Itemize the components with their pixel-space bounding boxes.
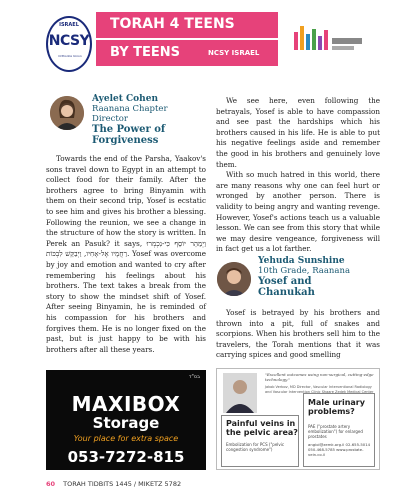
author-avatar-yehuda — [217, 262, 251, 296]
ad-doctor-name: Jakob Verbov, MD Director, Vascular Interventional Radiology and Vascular Intervention Clinic Shaare Zedek Medical Center — [265, 385, 374, 394]
page-title-line2: BY TEENS — [110, 45, 181, 60]
article1-continuation — [216, 96, 380, 255]
ncsy-logo-top: ISRAEL — [59, 22, 79, 28]
author-block-1 — [92, 94, 204, 146]
ncsy-logo-word: NCSY — [48, 33, 90, 49]
ad-brand: MAXIBOX — [71, 392, 181, 416]
author-name: Ayelet Cohen — [92, 94, 158, 104]
article1-paragraph: Towards the end of the Parsha, Yaakov's sons travel down to Egypt in an attempt to collect food for their family. After the brothers agree to bring Binyamin with them on their second trip, Yosef is ecstatic to see him and gives his brother a blessing. Following the reunion, we see a change in the structure of how the story is written. In Perek an Pasuk? it says, וַיְמַהֵר יוֹסֵף כִּי-נִכְמְרוּ רַחֲמָיו אֶל-אָחִיו, וַיְבַקֵּשׁ לִבְכּוֹת. Yosef was overcome by joy and emotion and wanted to cry after remembering his feelings about his brothers. The text takes a break from the story to show the mindset shift of Yosef. After seeing Binyamin, he is reminded of his compassion for his brothers and forgives them. He is no longer fixed on the past, but is just happy to be with his brothers after all these years. — [46, 154, 207, 354]
page-header — [0, 0, 408, 88]
ad-quote: "Excellent outcomes using non-surgical, cutting-edge technology." — [265, 372, 374, 382]
ad-urinary-heading: Male urinary problems? — [308, 398, 365, 416]
medical-ad[interactable] — [216, 368, 380, 470]
article-title: Yosef and Chanukah — [258, 276, 315, 298]
article2-column — [216, 308, 380, 361]
article-title: The Power of Forgiveness — [92, 124, 166, 146]
page-title: TORAH 4 TEENS — [110, 16, 235, 32]
ad-slogan: Your place for extra space — [73, 434, 179, 443]
maxibox-ad[interactable] — [46, 370, 206, 470]
ad-phone: 053-7272-815 — [67, 448, 185, 466]
ad-urinary-sub: PAE ("prostate artery embolization") for enlarged prostates — [308, 424, 363, 439]
article1-cont-paragraph: We see here, even following the betrayals, Yosef is able to have compassion and see past the hardships which his brothers caused in his life. He is able to put his negative feelings aside and remember the good in his brothers and genuinely love them. — [216, 96, 380, 169]
page-number: 60 — [46, 480, 56, 488]
ad-contact: angiol@zemk.org.il 02-655-5014 050-468-5785 www.prostate-vein.co.il — [308, 442, 371, 457]
ad-urinary-box — [303, 393, 375, 467]
title-band-top — [96, 12, 278, 38]
ncsy-logo-sub: Orthodox Union — [58, 54, 82, 58]
ad-bsd-mark: בס"ד — [188, 374, 200, 380]
ad-pelvic-heading: Painful veins in the pelvic area? — [226, 419, 298, 437]
ncsy-logo — [46, 16, 92, 72]
author-role: 10th Grade, Raanana — [258, 266, 351, 276]
title-band-bottom — [96, 40, 278, 66]
article1-cont-paragraph: With so much hatred in this world, there are many reasons why one can feel hurt or wronged by another person. There is validity to being angry and wanting revenge. However, Yosef's actions teach us a valuable lesson. We can see from this story that while we may desire vengeance, forgiveness will in fact get us a lot farther. — [216, 170, 380, 254]
avatar-portrait-icon — [50, 96, 84, 130]
page-footer — [46, 480, 181, 488]
author-avatar-ayelet — [50, 96, 84, 130]
ad-storage-label: Storage — [92, 414, 160, 432]
partner-logo-icon — [288, 24, 366, 70]
author-role: Raanana Chapter Director — [92, 104, 168, 124]
footer-text: TORAH TIDBITS 1445 / MIKETZ 5782 — [63, 480, 182, 488]
ad-pelvic-sub: Embolization for PCS ("pelvic congestion syndrome") — [226, 442, 285, 452]
author-name: Yehuda Sunshine — [258, 256, 345, 266]
article1-column — [46, 154, 206, 355]
author-block-2 — [258, 256, 370, 298]
avatar-portrait-icon — [217, 262, 251, 296]
ad-pelvic-box — [221, 415, 299, 467]
doctor-photo-icon — [223, 373, 257, 413]
page-subtitle: NCSY ISRAEL — [208, 49, 260, 57]
article2-paragraph: Yosef is betrayed by his brothers and thrown into a pit, full of snakes and scorpions. When his brothers sell him to the travelers, the Torah mentions that it was carrying spices and good smelling — [216, 308, 380, 360]
